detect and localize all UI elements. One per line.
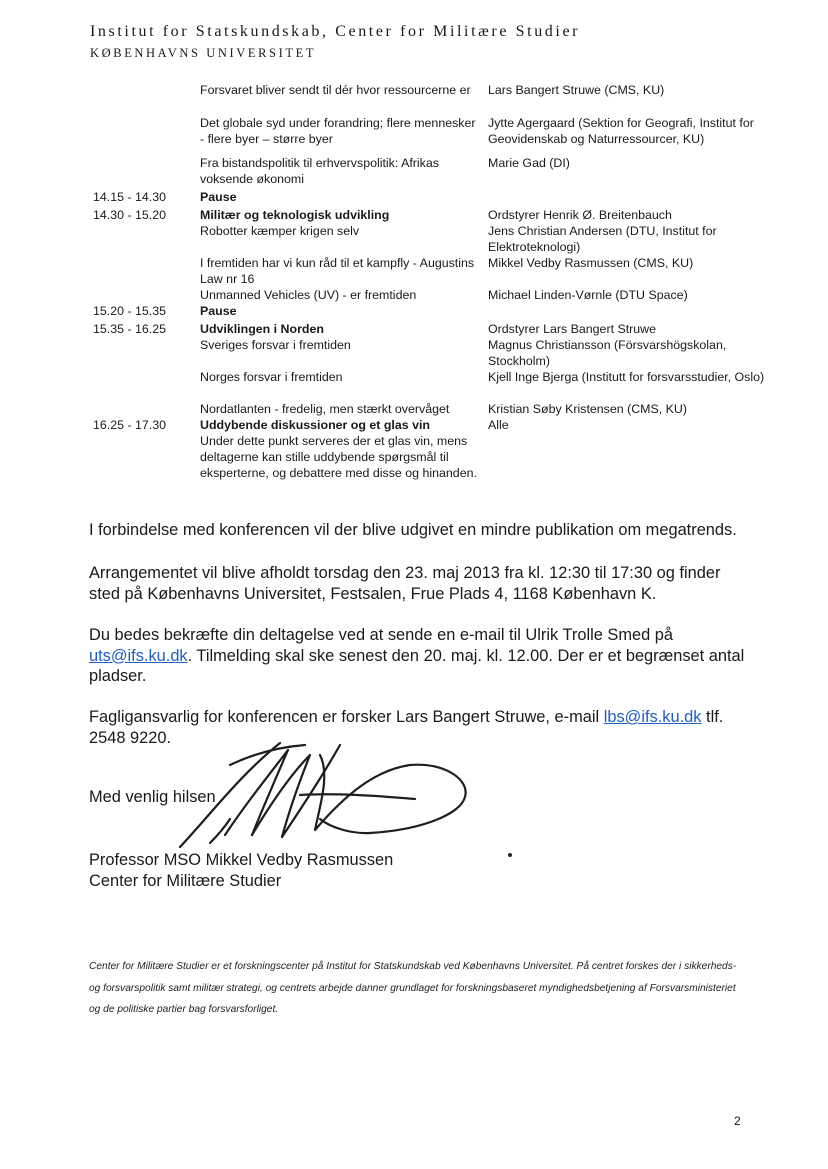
page-number: 2 [734,1114,741,1128]
schedule-speaker: Alle [488,418,509,432]
schedule-topic: Sveriges forsvar i fremtiden [200,338,351,352]
schedule-speaker: Michael Linden-Vørnle (DTU Space) [488,288,688,302]
schedule-speaker: Kjell Inge Bjerga (Institutt for forsvarsstudier, Oslo) [488,370,765,384]
schedule-speaker: Jytte Agergaard (Sektion for Geografi, Institut for Geovidenskab og Naturressourcer, KU) [488,116,754,146]
greeting: Med venlig hilsen [89,788,216,806]
schedule-topic: Unmanned Vehicles (UV) - er fremtiden [200,288,417,302]
schedule-session-title: Uddybende diskussioner og et glas vin [200,418,430,432]
contact-text: Fagligansvarlig for konferencen er forsker Lars Bangert Struwe, e-mail [89,708,600,726]
schedule-topic: Pause [200,190,237,204]
schedule-topic: Norges forsvar i fremtiden [200,370,343,384]
schedule-time: 15.20 - 15.35 [93,304,167,318]
schedule-speaker: Jens Christian Andersen (DTU, Institut for Elektroteknologi) [488,224,717,254]
schedule-time: 14.15 - 14.30 [93,190,167,204]
schedule-speaker: Marie Gad (DI) [488,156,570,170]
schedule-topic: Pause [200,304,237,318]
contact-email-link[interactable]: lbs@ifs.ku.dk [603,708,702,726]
schedule-topic: I fremtiden har vi kun råd til et kampfly - Augustins Law nr 16 [200,256,475,286]
rsvp-text-continued: . Tilmelding skal ske senest den 20. maj. kl. 12.00. Der er et begrænset antal pladser. [89,646,745,685]
signer-name: Professor MSO Mikkel Vedby Rasmussen [89,851,394,869]
footer-note: Center for Militære Studier er et forskningscenter på Institut for Statskundskab ved Københavns Universitet. På centret forskes der i sikkerheds- og forsvarspolitik samt militær strategi, og centrets arbejde danner grundlaget for forskningsbaseret myndighedsbetjening af Forsvarsministeriet og de politiske partier bag forsvarsforliget. [89,961,737,1015]
schedule-session-title: Militær og teknologisk udvikling [200,208,390,222]
schedule-topic: Nordatlanten - fredelig, men stærkt overvåget [200,402,450,416]
schedule-speaker: Kristian Søby Kristensen (CMS, KU) [488,402,687,416]
schedule-session-title: Udviklingen i Norden [200,322,324,336]
university-name: KØBENHAVNS UNIVERSITET [90,46,317,60]
schedule-speaker: Lars Bangert Struwe (CMS, KU) [488,83,665,97]
schedule-moderator: Ordstyrer Henrik Ø. Breitenbauch [488,208,672,222]
closing-block [89,850,749,891]
schedule-description: Under dette punkt serveres der et glas vin, mens deltagerne kan stille uddybende spørgsmål til eksperterne, og debattere med disse og hinanden. [200,434,477,480]
publication-paragraph: I forbindelse med konferencen vil der blive udgivet en mindre publikation om megatrends. [89,521,737,539]
schedule-time: 16.25 - 17.30 [93,418,167,432]
contact-phone: tlf. 2548 9220. [89,708,724,747]
schedule-topic: Forsvaret bliver sendt til dér hvor ressourcerne er [200,83,471,97]
schedule-time: 15.35 - 16.25 [93,322,167,336]
schedule-topic: Robotter kæmper krigen selv [200,224,360,238]
signer-affiliation: Center for Militære Studier [89,871,282,890]
rsvp-text: Du bedes bekræfte din deltagelse ved at sende en e-mail til Ulrik Trolle Smed på [89,626,673,644]
schedule-moderator: Ordstyrer Lars Bangert Struwe [488,322,657,336]
institute-name: Institut for Statskundskab, Center for Militære Studier [90,23,581,40]
schedule-topic: Det globale syd under forandring; flere mennesker - flere byer – større byer [200,116,476,146]
event-paragraph: Arrangementet vil blive afholdt torsdag den 23. maj 2013 fra kl. 12:30 til 17:30 og finder sted på Københavns Universitet, Festsalen, Frue Plads 4, 1168 København K. [89,564,721,603]
handwritten-signature [170,735,490,850]
rsvp-email-link[interactable]: uts@ifs.ku.dk [89,646,188,665]
schedule-topic: Fra bistandspolitik til erhvervspolitik: Afrikas voksende økonomi [200,156,439,186]
rsvp-paragraph [89,625,749,687]
schedule-time: 14.30 - 15.20 [93,208,167,222]
schedule-speaker: Mikkel Vedby Rasmussen (CMS, KU) [488,256,694,270]
program-schedule [0,0,828,480]
schedule-speaker: Magnus Christiansson (Försvarshögskolan, Stockholm) [488,338,727,368]
